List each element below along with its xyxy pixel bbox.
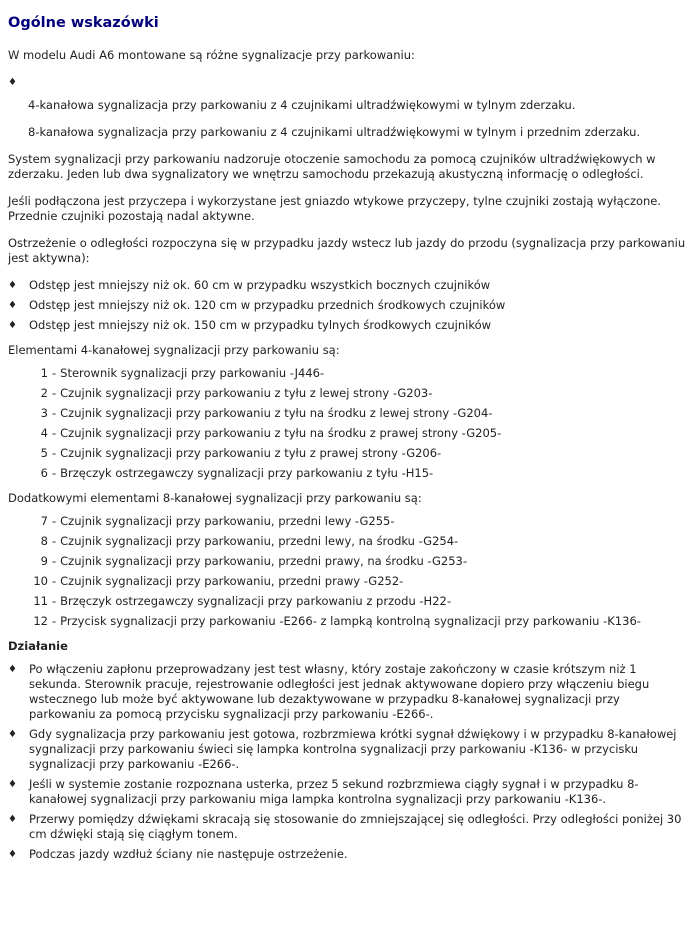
list-item: ♦ Gdy sygnalizacja przy parkowaniu jest gotowa, rozbrzmiewa krótki sygnał dźwiękowy i w przypadku 8-kanałowej sygnalizacji przy parkowaniu świeci się lampka kontrolna sygnalizacji przy parkowaniu -K136- w przycisku sygnalizacji przy parkowaniu -E266-. — [8, 727, 677, 771]
list-item: 12 - Przycisk sygnalizacji przy parkowaniu -E266- z lampką kontrolną sygnalizacji przy parkowaniu -K136- — [33, 614, 641, 628]
list-item: 9 - Czujnik sygnalizacji przy parkowaniu, przedni prawy, na środku -G253- — [40, 554, 468, 568]
list-item: ♦ Po włączeniu zapłonu przeprowadzany jest test własny, który zostaje zakończony w czasie krótszym niż 1 sekunda. Sterownik pracuje, rejestrowanie odległości jest jednak aktywowane dopiero przy włączeniu biegu wstecznego lub może być aktywowane lub dezaktywowane w przypadku 8-kanałowej sygnalizacji przy parkowaniu za pomocą przycisku sygnalizacji przy parkowaniu -E266-. — [8, 662, 650, 721]
bullet-icon: ♦ — [8, 729, 17, 740]
variant-item: 4-kanałowa sygnalizacja przy parkowaniu z 4 czujnikami ultradźwiękowymi w tylnym zderzaku. — [28, 98, 576, 112]
list-item: 7 - Czujnik sygnalizacji przy parkowaniu, przedni lewy -G255- — [40, 514, 395, 528]
bullet-icon: ♦ — [8, 280, 17, 291]
list-item: ♦ Jeśli w systemie zostanie rozpoznana usterka, przez 5 sekund rozbrzmiewa ciągły sygnał i w przypadku 8-kanałowej sygnalizacji przy parkowaniu miga lampka kontrolna sygnalizacji przy parkowaniu -K136-. — [8, 777, 639, 806]
variant-item: 8-kanałowa sygnalizacja przy parkowaniu z 4 czujnikami ultradźwiękowymi w tylnym i przednim zderzaku. — [28, 125, 641, 139]
list-item: 11 - Brzęczyk ostrzegawczy sygnalizacji przy parkowaniu z przodu -H22- — [33, 594, 451, 608]
elements4-list — [8, 366, 689, 481]
bullet-icon: ♦ — [8, 77, 17, 88]
section-heading: Elementami 4-kanałowej sygnalizacji przy parkowaniu są: — [8, 343, 340, 357]
list-item: 4 - Czujnik sygnalizacji przy parkowaniu z tyłu na środku z prawej strony -G205- — [40, 426, 502, 440]
bullet-icon: ♦ — [8, 814, 17, 825]
list-item: 10 - Czujnik sygnalizacji przy parkowaniu, przedni prawy -G252- — [33, 574, 404, 588]
list-item: 8 - Czujnik sygnalizacji przy parkowaniu, przedni lewy, na środku -G254- — [40, 534, 459, 548]
paragraph: System sygnalizacji przy parkowaniu nadzoruje otoczenie samochodu za pomocą czujników ultradźwiękowych w zderzaku. Jeden lub dwa sygnalizatory we wnętrzu samochodu przekazują akustyczną informację o odległości. — [8, 152, 656, 181]
list-item: 2 - Czujnik sygnalizacji przy parkowaniu z tyłu z lewej strony -G203- — [40, 386, 433, 400]
page-title: Ogólne wskazówki — [8, 15, 159, 31]
bullet-icon: ♦ — [8, 664, 17, 675]
bullet-icon: ♦ — [8, 300, 17, 311]
operation-heading: Działanie — [8, 639, 68, 653]
list-item: ♦ Podczas jazdy wzdłuż ściany nie następuje ostrzeżenie. — [8, 847, 348, 861]
intro-text: W modelu Audi A6 montowane są różne sygnalizacje przy parkowaniu: — [8, 48, 415, 62]
list-item: 6 - Brzęczyk ostrzegawczy sygnalizacji przy parkowaniu z tyłu -H15- — [40, 466, 434, 480]
list-item: 1 - Sterownik sygnalizacji przy parkowaniu -J446- — [40, 366, 325, 380]
operation-list — [8, 662, 689, 862]
list-item: ♦ Przerwy pomiędzy dźwiękami skracają się stosowanie do zmniejszającej się odległości. Przy odległości poniżej 30 cm dźwięki stają się ciągłym tonem. — [8, 812, 682, 841]
list-item: ♦ Odstęp jest mniejszy niż ok. 150 cm w przypadku tylnych środkowych czujników — [8, 318, 492, 332]
list-item: 3 - Czujnik sygnalizacji przy parkowaniu z tyłu na środku z lewej strony -G204- — [40, 406, 493, 420]
bullet-icon: ♦ — [8, 779, 17, 790]
elements8-list — [8, 514, 689, 629]
bullet-icon: ♦ — [8, 320, 17, 331]
bullet-icon: ♦ — [8, 849, 17, 860]
list-item: 5 - Czujnik sygnalizacji przy parkowaniu z tyłu z prawej strony -G206- — [40, 446, 442, 460]
section-heading: Dodatkowymi elementami 8-kanałowej sygnalizacji przy parkowaniu są: — [8, 491, 422, 505]
paragraph: Jeśli podłączona jest przyczepa i wykorzystane jest gniazdo wtykowe przyczepy, tylne czujniki zostają wyłączone. Przednie czujniki pozostają nadal aktywne. — [8, 194, 662, 223]
list-item: ♦ Odstęp jest mniejszy niż ok. 60 cm w przypadku wszystkich bocznych czujników — [8, 278, 491, 292]
list-item: ♦ Odstęp jest mniejszy niż ok. 120 cm w przypadku przednich środkowych czujników — [8, 298, 506, 312]
variant-list — [28, 98, 689, 140]
distance-list — [8, 278, 689, 333]
paragraph: Ostrzeżenie o odległości rozpoczyna się w przypadku jazdy wstecz lub jazdy do przodu (sygnalizacja przy parkowaniu jest aktywna): — [8, 236, 686, 265]
